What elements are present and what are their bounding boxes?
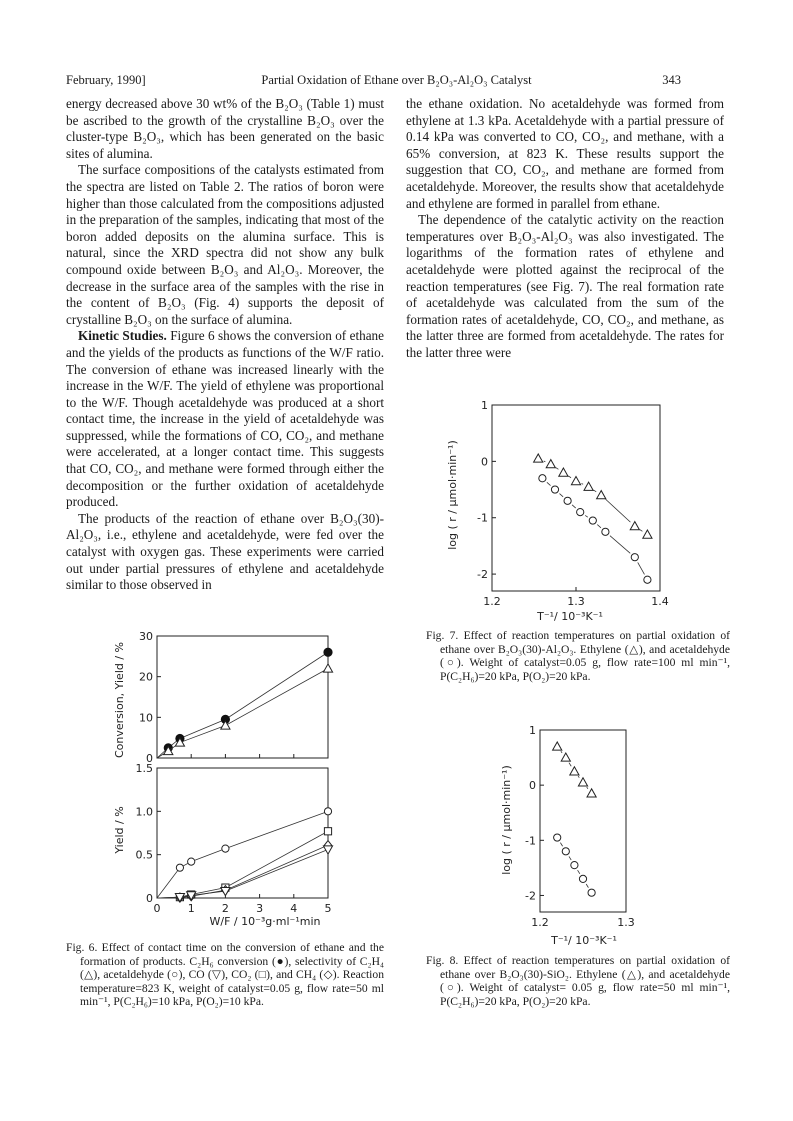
y-tick-label: 1.0 [135, 805, 153, 819]
triangle-marker [578, 778, 587, 786]
circle-marker [571, 862, 578, 869]
series-line [587, 787, 588, 789]
y-tick-label: 10 [139, 711, 153, 725]
x-tick-label: 1.3 [617, 916, 635, 929]
y-tick-label: 0 [146, 892, 153, 905]
fig6-bottom-panel [136, 762, 333, 915]
circle-marker [564, 497, 571, 504]
fig7-y-axis-label: log ( r / μmol·min⁻¹) [446, 440, 459, 550]
x-tick-label: 1.2 [531, 916, 549, 929]
fig7-x-axis-label: T⁻¹/ 10⁻³K⁻¹ [537, 610, 603, 623]
series-line [638, 562, 645, 574]
series-line [544, 461, 546, 462]
fig8-panel [525, 724, 635, 929]
y-tick-label: 1.5 [135, 762, 153, 775]
filled-circle-marker [324, 648, 332, 656]
y-tick-label: 20 [139, 670, 153, 684]
x-tick-label: 2 [221, 902, 229, 915]
figure-8 [488, 720, 688, 950]
left-column [66, 96, 384, 594]
figure-6 [100, 630, 370, 930]
figure-7-caption: Fig. 7. Effect of reaction temperatures on partial oxidation of ethane over B₂O₃(30)-Al₂O₃. Ethylene (△), and acetaldehyde (○). Weight of catalyst=0.05 g, flow rate=100 ml min⁻¹, P(C₂H₆)=20 kPa, P(O₂)=20 kPa. [426, 629, 730, 683]
fig7-panel [477, 399, 669, 608]
series-line [597, 525, 601, 528]
circle-marker [324, 808, 331, 815]
y-tick-label: 1 [529, 724, 536, 737]
paragraph: The products of the reaction of ethane over B₂O₃(30)-Al₂O₃, i.e., ethylene and acetaldehyde, were fed over the catalyst with oxygen gas. These experiments were carried out under partial pressures of ethylene and acetaldehyde similar to those observed in [66, 510, 384, 593]
y-tick-label: -2 [477, 568, 488, 582]
triangle-marker [630, 522, 639, 530]
x-tick-label: 1.2 [483, 595, 501, 608]
circle-marker [188, 858, 195, 865]
fig8-y-axis-label: log ( r / μmol·min⁻¹) [500, 765, 513, 875]
y-tick-label: 0 [529, 779, 536, 793]
paragraph-kinetic [66, 328, 384, 511]
fig6-top-y-axis-label: Conversion, Yield / % [113, 641, 126, 759]
triangle-marker [546, 460, 555, 468]
circle-marker [176, 864, 183, 871]
figure-8-caption: Fig. 8. Effect of reaction temperatures on partial oxidation of ethane over B₂O₃(30)-SiO₂. Ethylene (△), and acetaldehyde (○). Weight of catalyst= 0.05 g, flow rate=50 ml min⁻¹, P(C₂H₆)=20 kPa, P(O₂)=20 kPa. [426, 954, 730, 1008]
x-tick-label: 3 [256, 902, 264, 915]
figure-8-plot [488, 720, 688, 950]
page-number: 343 [662, 73, 681, 87]
series-line [610, 536, 630, 554]
triangle-marker [559, 468, 568, 476]
running-header-title: Partial Oxidation of Ethane over B₂O₃-Al₂O₃ Catalyst [261, 73, 532, 87]
series-line [585, 515, 588, 517]
triangle-marker [597, 491, 606, 499]
right-column [406, 96, 724, 362]
y-tick-label: -2 [525, 889, 536, 903]
fig8-x-axis-label: T⁻¹/ 10⁻³K⁻¹ [551, 934, 617, 947]
series-line [586, 884, 588, 888]
series-line [606, 499, 631, 522]
fig6-bottom-y-axis-label: Yield / % [113, 806, 126, 854]
running-header-date: February, 1990] [66, 73, 146, 87]
circle-marker [588, 889, 595, 896]
triangle-marker [643, 530, 652, 538]
circle-marker [579, 875, 586, 882]
triangle-marker [553, 742, 562, 750]
figure-6-caption: Fig. 6. Effect of contact time on the conversion of ethane and the formation of products. C₂H₆ conversion (●), selectivity of C₂H₄ (△), acetaldehyde (○), CO (▽), CO₂ (□), and CH₄ (◇). Reaction temperature=823 K, weight of catalyst=0.05 g, flow rate=50 ml min⁻¹, P(C₂H₆)=10 kPa, P(O₂)=10 kPa. [66, 941, 384, 1009]
series-line [578, 870, 580, 874]
y-tick-label: -1 [525, 834, 536, 848]
series-line [157, 811, 328, 898]
circle-marker [577, 508, 584, 515]
circle-marker [222, 845, 229, 852]
series-line [640, 530, 643, 532]
triangle-marker [561, 753, 570, 761]
y-tick-label: 30 [139, 630, 153, 643]
series-line [594, 490, 597, 492]
fig6-top-panel [139, 630, 333, 765]
paragraph: The dependence of the catalytic activity on the reaction temperatures over B₂O₃-Al₂O₃ was also investigated. The logarithms of the formation rates of ethylene and acetaldehyde were plotted against the reciprocal of the reaction temperatures (see Fig. 7). The real formation rate of acetaldehyde was calculated from the sum of the formation rates of acetaldehyde, CO, CO₂, and methane, as the latter three are formed from acetaldehyde. The rates for the latter three were [406, 212, 724, 360]
series-line [556, 468, 559, 470]
circle-marker [589, 517, 596, 524]
x-tick-label: 1 [187, 902, 195, 915]
series-line [547, 482, 551, 485]
series-line [157, 845, 328, 898]
series-line [581, 484, 583, 485]
series-line [578, 776, 579, 778]
paragraph: the ethane oxidation. No acetaldehyde was formed from ethylene at 1.3 kPa. Acetaldehyde with a partial pressure of 0.14 kPa was converted to CO, CO₂, and methane, with a 65% conversion, at 823 K. These results support the suggestion that CO, CO₂, and methane are formed from acetaldehyde. Moreover, the results show that acetaldehyde and ethylene are formed in parallel from ethane. [406, 96, 724, 211]
x-tick-label: 4 [290, 902, 298, 915]
circle-marker [644, 576, 651, 583]
y-tick-label: 0 [481, 455, 488, 469]
series-line [568, 476, 571, 478]
paragraph: The surface compositions of the catalysts estimated from the spectra are listed on Table 2. The ratios of boron were higher than those calculated from the compositions adjusted in the preparation of the samples, indicating that most of the boron added deposits on the alumina surface. This is natural, since the XRD spectra did not show any bulk compound oxide between B₂O₃ and Al₂O₃. Moreover, the decrease in the surface area of the samples with the rise in the content of B₂O₃ (Fig. 4) supports the deposit of crystalline B₂O₃ on the surface of alumina. [66, 162, 384, 327]
figure-6-plot [100, 630, 370, 930]
paragraph-text: Figure 6 shows the conversion of ethane and the yields of the products as functions of the W/F ratio. The conversion of ethane was increased linearly with the increase in the W/F. The yield of ethylene was proportional to the W/F. Though acetaldehyde was produced at a short contact time, the increase in the yield of acetaldehyde was suppressed, while the formations of CO, CO₂, and methane were accelerated, at a longer contact time. This suggests that CO, CO₂, and methane were formed through either the decomposition or the further oxidation of acetaldehyde produced. [66, 328, 385, 510]
triangle-marker [584, 482, 593, 490]
x-tick-label: 0 [153, 902, 161, 915]
plot-frame [540, 730, 626, 912]
x-tick-label: 1.4 [651, 595, 669, 608]
triangle-marker [534, 454, 543, 462]
y-tick-label: 1 [481, 399, 488, 412]
triangle-marker [571, 476, 580, 484]
x-tick-label: 1.3 [567, 595, 585, 608]
series-line [559, 494, 563, 497]
inverted-triangle-marker [323, 846, 332, 854]
series-line [569, 856, 571, 860]
plot-frame [492, 405, 660, 591]
y-tick-label: -1 [477, 511, 488, 525]
circle-marker [602, 528, 609, 535]
figure-7 [440, 395, 700, 625]
triangle-marker [323, 664, 332, 672]
triangle-marker [587, 789, 596, 797]
y-tick-label: 0 [146, 752, 153, 765]
series-line [560, 843, 562, 847]
section-heading: Kinetic Studies. [78, 328, 167, 344]
series-line [569, 763, 571, 767]
figure-7-plot [440, 395, 700, 625]
circle-marker [551, 486, 558, 493]
series-line [572, 505, 576, 508]
circle-marker [631, 554, 638, 561]
circle-marker [562, 848, 569, 855]
triangle-marker [570, 767, 579, 775]
x-tick-label: 5 [324, 902, 332, 915]
y-tick-label: 0.5 [135, 848, 153, 862]
series-line [561, 751, 562, 753]
paragraph: energy decreased above 30 wt% of the B₂O₃ (Table 1) must be ascribed to the growth of the crystalline B₂O₃ over the cluster-type B₂O₃, which has been generated on the basic sites of alumina. [66, 96, 384, 161]
fig6-x-axis-label: W/F / 10⁻³g·ml⁻¹min [209, 915, 321, 928]
square-marker [324, 828, 331, 835]
circle-marker [554, 834, 561, 841]
circle-marker [539, 475, 546, 482]
